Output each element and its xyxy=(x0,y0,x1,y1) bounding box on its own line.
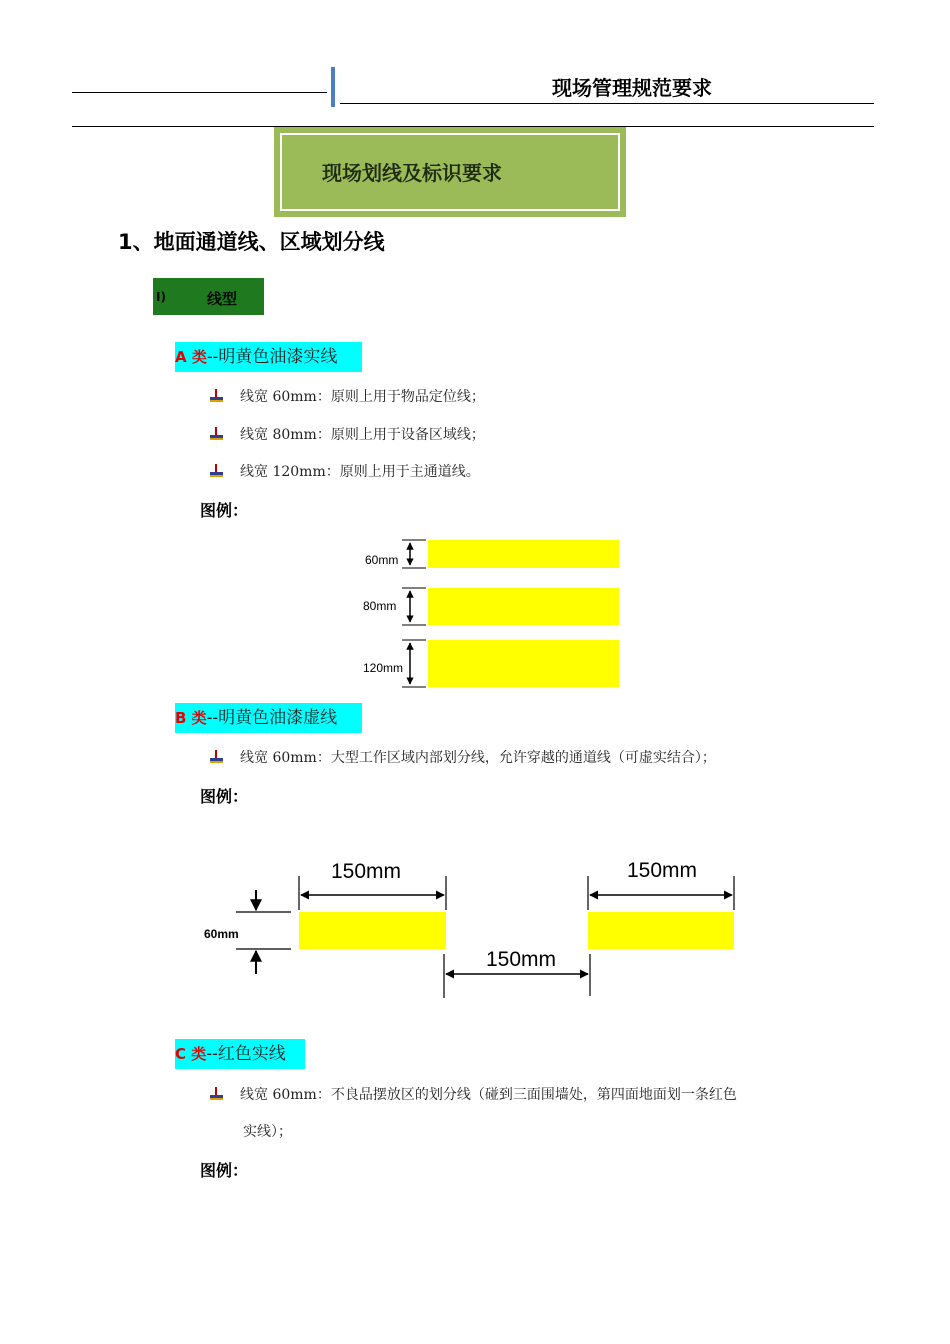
section-banner xyxy=(274,127,626,217)
class-a-legend-label: 图例： xyxy=(200,501,249,520)
class-a-bullet-3-text: 线宽 120mm：原则上用于主通道线。 xyxy=(240,464,480,480)
class-b-bullet-1 xyxy=(210,747,716,767)
class-b-legend-label: 图例： xyxy=(200,787,249,806)
bullet-arrow-icon xyxy=(210,389,224,403)
class-a-bullet-3 xyxy=(210,461,480,481)
banner-title: 现场划线及标识要求 xyxy=(322,161,502,185)
dashed-segment-2 xyxy=(588,912,734,949)
class-b-desc: --明黄色油漆虚线 xyxy=(206,708,338,728)
header-accent-bar xyxy=(331,67,335,107)
yellow-line-120mm xyxy=(428,640,619,687)
header-title: 现场管理规范要求 xyxy=(552,76,712,100)
class-a-bullet-1-text: 线宽 60mm：原则上用于物品定位线； xyxy=(240,389,485,405)
class-a-diagram-svg xyxy=(350,535,630,693)
class-c-bullet-1-text: 线宽 60mm：不良品摆放区的划分线（碰到三面围墙处，第四面地面划一条红色 xyxy=(240,1087,737,1103)
dim-label-120mm: 120mm xyxy=(363,661,404,675)
dim-label-60mm: 60mm xyxy=(365,553,399,567)
width-label-60mm: 60mm xyxy=(204,927,239,941)
class-b-diagram-svg xyxy=(195,850,755,1005)
dashed-segment-1 xyxy=(299,912,446,949)
class-c-letter: C 类 xyxy=(175,1045,207,1063)
class-a-heading xyxy=(175,342,362,372)
class-c-desc: --红色实线 xyxy=(206,1044,286,1064)
yellow-line-60mm xyxy=(428,540,619,568)
class-a-desc: --明黄色油漆实线 xyxy=(206,347,338,367)
class-a-bullet-1 xyxy=(210,386,485,406)
dim-label-80mm: 80mm xyxy=(363,599,397,613)
class-b-heading xyxy=(175,703,362,733)
class-b-dashed-line-diagram xyxy=(195,850,755,1005)
subsection-label-box xyxy=(153,278,264,315)
yellow-line-80mm xyxy=(428,588,619,625)
seg2-length-label: 150mm xyxy=(627,859,698,882)
header-rule-right xyxy=(340,103,874,104)
class-c-legend-label: 图例： xyxy=(200,1161,249,1180)
subsection-label: 线型 xyxy=(207,290,238,308)
gap-length-label: 150mm xyxy=(486,948,557,971)
class-c-bullet-1 xyxy=(210,1084,737,1104)
bullet-arrow-icon xyxy=(210,464,224,478)
class-a-line-width-diagram xyxy=(350,535,630,693)
seg1-length-label: 150mm xyxy=(331,860,402,883)
bullet-arrow-icon xyxy=(210,750,224,764)
header-rule-left xyxy=(72,92,327,93)
class-b-letter: B 类 xyxy=(175,709,207,727)
class-b-bullet-1-text: 线宽 60mm：大型工作区域内部划分线，允许穿越的通道线（可虚实结合）； xyxy=(240,750,716,766)
class-a-bullet-2 xyxy=(210,424,485,444)
bullet-arrow-icon xyxy=(210,1087,224,1101)
class-c-heading xyxy=(175,1039,305,1069)
class-c-bullet-1-continuation: 实线）； xyxy=(243,1124,292,1140)
bullet-arrow-icon xyxy=(210,427,224,441)
class-a-bullet-2-text: 线宽 80mm：原则上用于设备区域线； xyxy=(240,427,485,443)
class-a-letter: A 类 xyxy=(175,348,207,366)
subsection-number: I) xyxy=(156,290,166,304)
section-heading: 1、地面通道线、区域划分线 xyxy=(118,230,385,254)
